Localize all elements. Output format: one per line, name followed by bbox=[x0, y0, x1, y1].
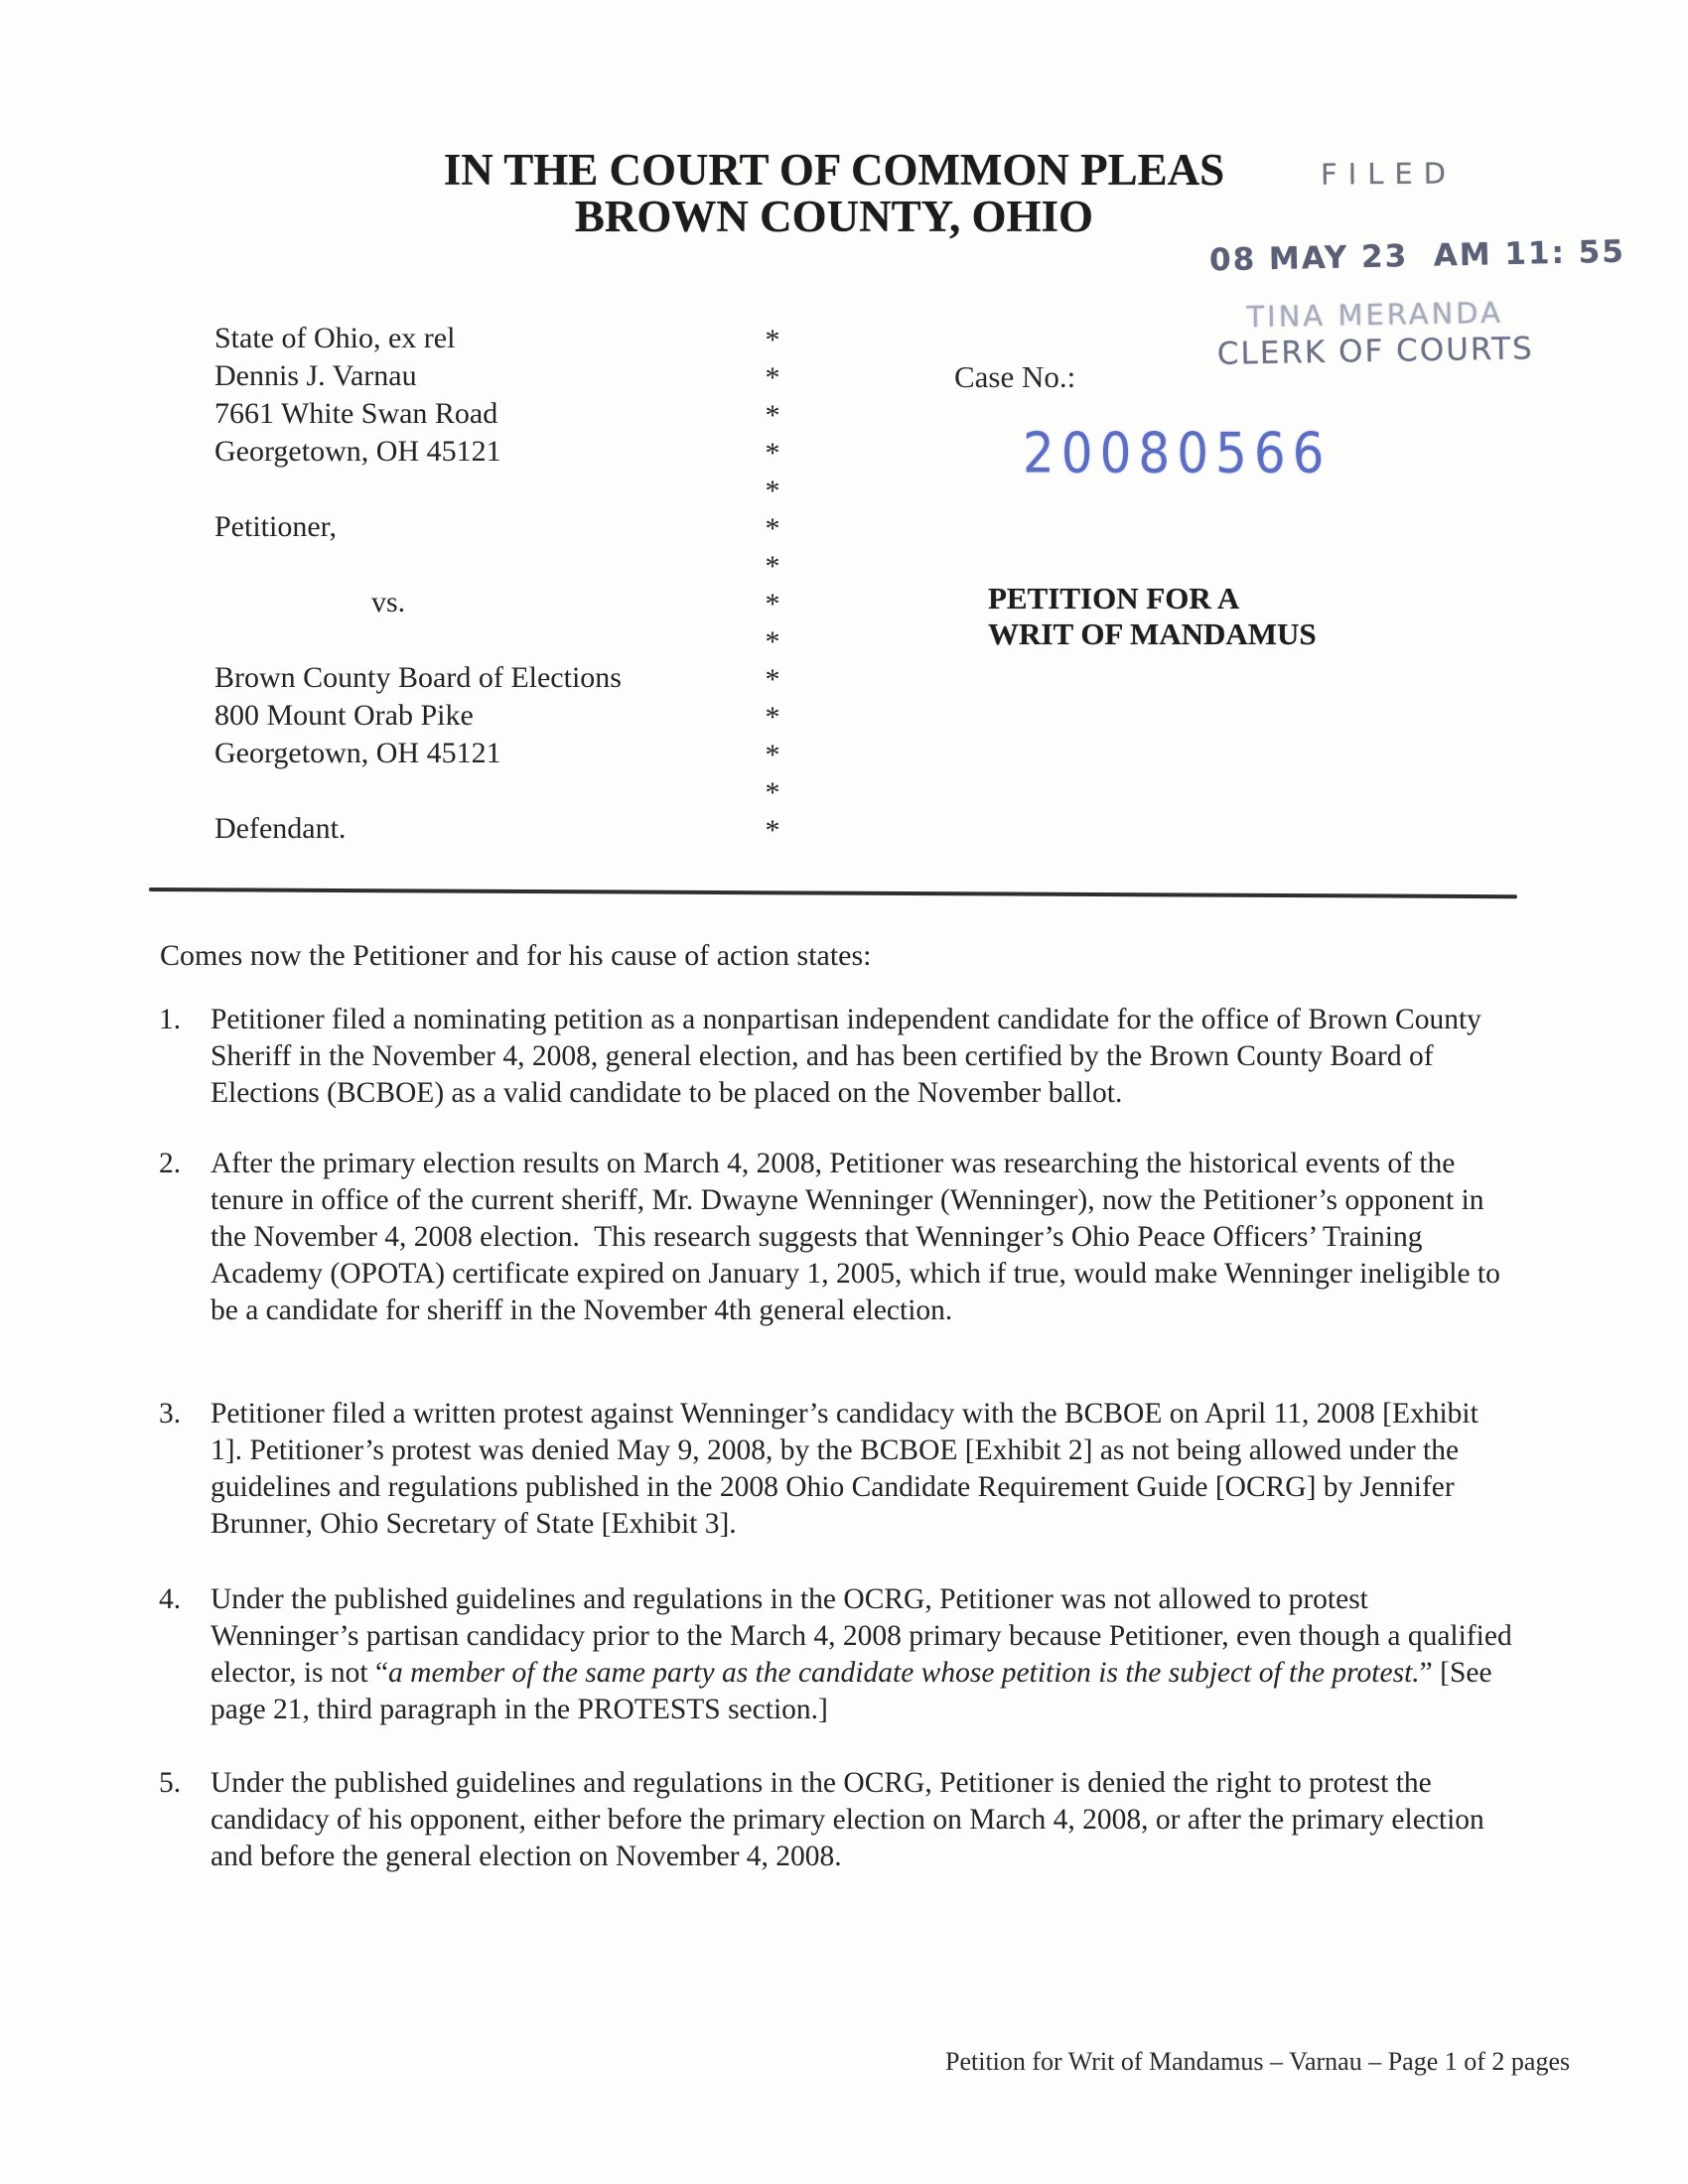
paragraph-text: Petitioner filed a nominating petition as a nonpartisan independent candidate for the office of Brown County Sheriff in the November 4, 2008, general election, and has been certified by the Brown County Board of Elections (BCBOE) as a valid candidate to be placed on the November ballot. bbox=[211, 1004, 1489, 1109]
asterisk: * bbox=[765, 814, 780, 847]
court-title-line2: BROWN COUNTY, OHIO bbox=[574, 192, 1094, 241]
paragraph-text: Petitioner filed a written protest against Wenninger’s candidacy with the BCBOE on April 11, 2008 [Exhibit 1]. Petitioner’s protest was denied May 9, 2008, by the BCBOE [Exhibit 2] as not being allowed under the guidelines and regulations published in the 2008 Ohio Candidate Requirement Guide [OCRG] by Jennifer Brunner, Ohio Secretary of State [Exhibit 3]. bbox=[211, 1398, 1486, 1540]
paragraph-text bbox=[211, 1581, 1520, 1728]
paragraph-number: 5. bbox=[159, 1767, 182, 1799]
petitioner-label: Petitioner, bbox=[214, 510, 337, 543]
clerk-name-stamp: TINA MERANDA bbox=[1246, 295, 1504, 335]
intro-line: Comes now the Petitioner and for his cause of action states: bbox=[160, 939, 872, 972]
numbered-paragraph-2 bbox=[159, 1146, 1514, 1329]
defendant-label: Defendant. bbox=[214, 812, 347, 845]
asterisk: * bbox=[765, 739, 780, 771]
petitioner-address-line: State of Ohio, ex rel bbox=[214, 322, 456, 354]
petitioner-address-line: 7661 White Swan Road bbox=[214, 397, 498, 430]
case-number-stamp: 20080566 bbox=[1023, 421, 1332, 485]
paragraph-text: Under the published guidelines and regulations in the OCRG, Petitioner is denied the right to protest the candidacy of his opponent, either before the primary election on March 4, 2008, or after the primary election and before the general election on November 4, 2008. bbox=[211, 1767, 1492, 1872]
defendant-address-line: Georgetown, OH 45121 bbox=[214, 737, 501, 769]
asterisk: * bbox=[765, 399, 780, 432]
pleading-title bbox=[988, 581, 1317, 652]
asterisk: * bbox=[765, 776, 780, 809]
petitioner-address-line: Dennis J. Varnau bbox=[214, 359, 417, 392]
paragraph-text-regular: Under the published guidelines and regulations in the OCRG, Petitioner was not allowed to protest Wenninger’s partisan candidacy prior to the March 4, 2008 primary because Petitioner, even though a qualified elector, is not “ bbox=[211, 1583, 1520, 1689]
asterisk: * bbox=[765, 550, 780, 583]
paragraph-number: 3. bbox=[159, 1398, 182, 1430]
filed-date-stamp: 08 MAY 23 AM 11: 55 bbox=[1208, 233, 1626, 279]
defendant-address-line: Brown County Board of Elections bbox=[214, 661, 622, 694]
numbered-paragraph-5 bbox=[159, 1765, 1514, 1875]
court-title-line1: IN THE COURT OF COMMON PLEAS bbox=[443, 145, 1225, 195]
asterisk: * bbox=[765, 475, 780, 507]
asterisk: * bbox=[765, 701, 780, 734]
numbered-paragraph-4 bbox=[159, 1581, 1520, 1728]
paragraph-number: 1. bbox=[159, 1004, 182, 1035]
clerk-stamp bbox=[1215, 295, 1534, 372]
case-number-label: Case No.: bbox=[954, 359, 1076, 394]
versus-label: vs. bbox=[371, 586, 406, 618]
caption-spacer bbox=[214, 772, 731, 810]
asterisk: * bbox=[765, 437, 780, 470]
paragraph-text-regular: ” [See page 21, third paragraph in the PROTESTS section.] bbox=[211, 1657, 1499, 1725]
asterisk: * bbox=[765, 625, 780, 658]
caption-spacer bbox=[214, 621, 731, 659]
asterisk: * bbox=[765, 324, 780, 356]
numbered-paragraph-1 bbox=[159, 1002, 1514, 1112]
numbered-paragraph-3 bbox=[159, 1396, 1514, 1543]
asterisk: * bbox=[765, 512, 780, 545]
page-footer: Petition for Writ of Mandamus – Varnau – Page 1 of 2 pages bbox=[945, 2047, 1571, 2076]
paragraph-text: After the primary election results on March 4, 2008, Petitioner was researching the historical events of the tenure in office of the current sheriff, Mr. Dwayne Wenninger (Wenninger), now the Petitioner’s opponent in the November 4, 2008 election. This research suggests that Wenninger’s Ohio Peace Officers’ Training Academy (OPOTA) certificate expired on January 1, 2005, which if true, would make Wenninger ineligible to be a candidate for sheriff in the November 4th general election. bbox=[211, 1148, 1508, 1326]
asterisk: * bbox=[765, 663, 780, 696]
caption-spacer bbox=[214, 546, 731, 584]
defendant-address-line: 800 Mount Orab Pike bbox=[214, 699, 474, 732]
caption-parties-column bbox=[214, 320, 731, 848]
asterisk: * bbox=[765, 361, 780, 394]
caption-divider-rule bbox=[149, 887, 1517, 898]
paragraph-text-italic-quote: a member of the same party as the candidate whose petition is the subject of the protest. bbox=[388, 1657, 1420, 1689]
pleading-title-line1: PETITION FOR A bbox=[988, 581, 1240, 615]
petitioner-address-line: Georgetown, OH 45121 bbox=[214, 435, 501, 468]
asterisk-separator-column bbox=[761, 320, 784, 848]
pleading-title-line2: WRIT OF MANDAMUS bbox=[988, 616, 1317, 651]
caption-spacer bbox=[214, 471, 731, 508]
paragraph-number: 2. bbox=[159, 1148, 182, 1179]
filed-stamp: FILED bbox=[1320, 156, 1458, 192]
clerk-title-stamp: CLERK OF COURTS bbox=[1216, 331, 1535, 372]
court-title bbox=[338, 147, 1331, 240]
asterisk: * bbox=[765, 588, 780, 620]
paragraph-number: 4. bbox=[159, 1583, 182, 1615]
